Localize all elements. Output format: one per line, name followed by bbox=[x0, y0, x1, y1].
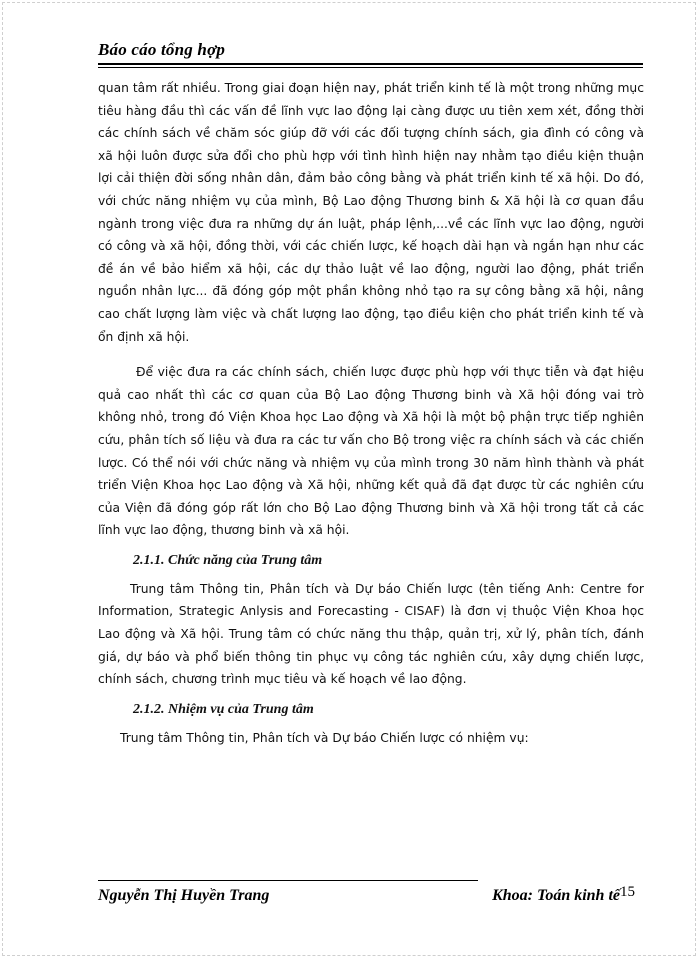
paragraph-3: Trung tâm Thông tin, Phân tích và Dự báo Chiến lược (tên tiếng Anh: Centre for Information, Strategic Anlysis and Forecasting - CISAF) là đơn vị thuộc Viện Khoa học Lao động và Xã hội. Trung tâm có chức năng thu thập, quản trị, xử lý, phân tích, đánh giá, dự báo và phổ biến thông tin phục vụ công tác nghiên cứu, xây dựng chiến lược, chính sách, chương trình mục tiêu và kế hoạch về lao động. bbox=[98, 581, 644, 687]
section-heading-functions: 2.1.1. Chức năng của Trung tâm bbox=[133, 552, 323, 568]
footer-rule bbox=[98, 880, 478, 881]
paragraph-2: Để việc đưa ra các chính sách, chiến lược được phù hợp với thực tiễn và đạt hiệu quả cao nhất thì các cơ quan của Bộ Lao động Thương binh và Xã hội đóng vai trò không nhỏ, trong đó Viện Khoa học Lao động và Xã hội là một bộ phận trực tiếp nghiên cứu, phân tích số liệu và đưa ra các tư vấn cho Bộ trong việc ra chính sách và các chiến lược. Có thể nói với chức năng và nhiệm vụ của mình trong 30 năm hình thành và phát triển Viện Khoa học Lao động và Xã hội, những kết quả đã đạt được từ các nghiên cứu của Viện đã đóng góp rất lớn cho Bộ Lao động Thương binh và Xã hội trong tất cả các lĩnh vực lao động, thương binh và xã hội. bbox=[98, 365, 644, 538]
document-body bbox=[98, 77, 644, 749]
page-header-title: Báo cáo tổng hợp bbox=[98, 40, 226, 59]
section-heading-tasks: 2.1.2. Nhiệm vụ của Trung tâm bbox=[133, 701, 314, 717]
paragraph-1: quan tâm rất nhiều. Trong giai đoạn hiện nay, phát triển kinh tế là một trong những mục tiêu hàng đầu thì các vấn đề lĩnh vực lao động lại càng được ưu tiên xem xét, đồng thời các chính sách về chăm sóc giúp đỡ với các đối tượng chính sách, gia đình có công và xã hội luôn được sửa đổi cho phù hợp với tình hình hiện nay nhằm tạo điều kiện thuận lợi cải thiện đời sống nhân dân, đảm bảo công bằng và phát triển kinh tế xã hội. Do đó, với chức năng nhiệm vụ của mình, Bộ Lao động Thương binh & Xã hội là cơ quan đầu ngành trong việc đưa ra những dự án luật, pháp lệnh,...về các lĩnh vực lao động, người có công và xã hội, đồng thời, với các chiến lược, kế hoạch dài hạn và ngắn hạn như các đề án về bảo hiểm xã hội, các dự thảo luật về lao động, người lao động, phát triển nguồn nhân lực... đã đóng góp một phần không nhỏ tạo ra sự công bằng xã hội, nâng cao chất lượng làm việc và chất lượng lao động, tạo điều kiện cho phát triển kinh tế và ổn định xã hội. bbox=[98, 81, 644, 344]
paragraph-4: Trung tâm Thông tin, Phân tích và Dự báo Chiến lược có nhiệm vụ: bbox=[120, 730, 529, 745]
page-number: 15 bbox=[620, 884, 635, 900]
header-rule-thick bbox=[98, 63, 643, 65]
footer-faculty: Khoa: Toán kinh tế bbox=[492, 887, 620, 904]
header-rule-thin bbox=[98, 67, 643, 68]
footer-author: Nguyễn Thị Huyền Trang bbox=[98, 887, 270, 904]
